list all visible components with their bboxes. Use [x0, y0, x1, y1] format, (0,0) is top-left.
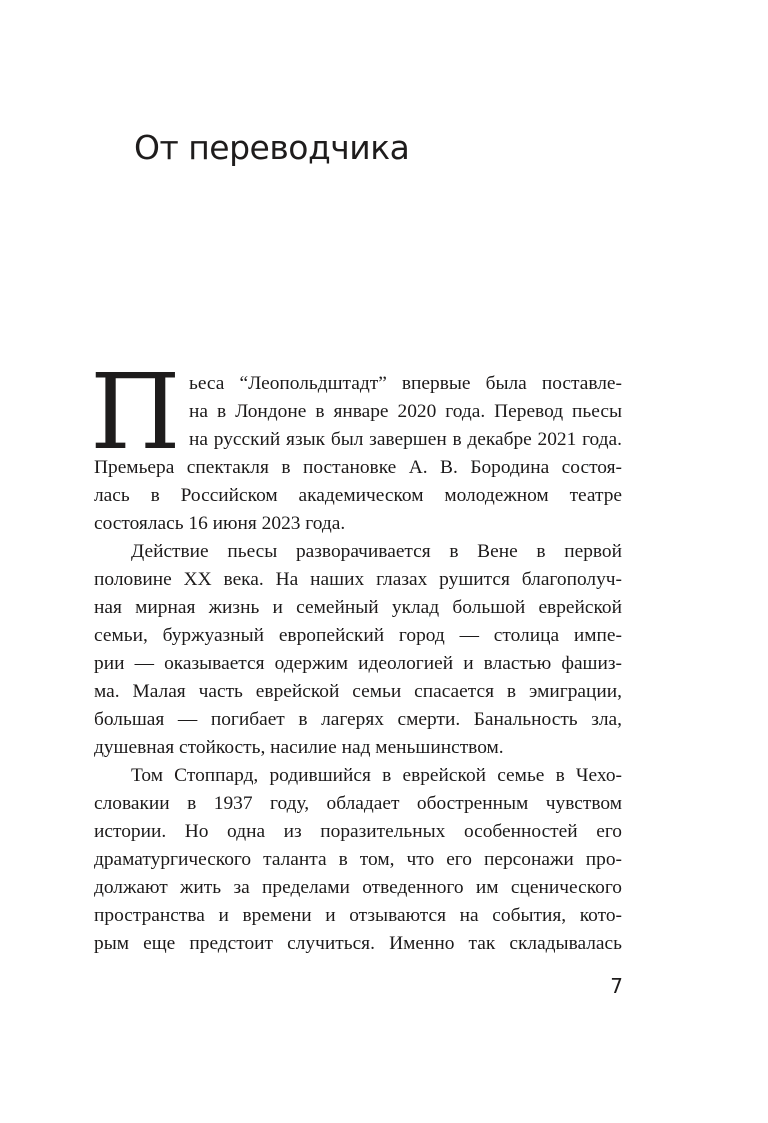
- text-line: ная мирная жизнь и семейный уклад большой еврейской: [94, 597, 622, 618]
- chapter-heading: От переводчика: [134, 128, 410, 167]
- text-line: истории. Но одна из поразительных особенностей его: [94, 821, 622, 842]
- text-line: Действие пьесы разворачивается в Вене в первой: [131, 541, 622, 562]
- text-line: семьи, буржуазный европейский город — столица импе-: [94, 625, 622, 646]
- text-line: Премьера спектакля в постановке А. В. Бородина состоя-: [94, 457, 622, 478]
- text-line: большая — погибает в лагерях смерти. Банальность зла,: [94, 709, 622, 730]
- text-line: душевная стойкость, насилие над меньшинством.: [94, 737, 504, 758]
- text-line: рым еще предстоит случиться. Именно так складывалась: [94, 933, 622, 954]
- text-line: половине XX века. На наших глазах рушится благополуч-: [94, 569, 622, 590]
- text-line: на в Лондоне в январе 2020 года. Перевод пьесы: [189, 401, 622, 422]
- text-line: состоялась 16 июня 2023 года.: [94, 513, 346, 534]
- text-line: драматургического таланта в том, что его персонажи про-: [94, 849, 622, 870]
- drop-cap-letter: П: [90, 351, 181, 473]
- text-line: лась в Российском академическом молодежном театре: [94, 485, 622, 506]
- text-line: пространства и времени и отзываются на события, кото-: [94, 905, 622, 926]
- text-line: рии — оказывается одержим идеологией и властью фашиз-: [94, 653, 622, 674]
- text-line: ьеса “Леопольдштадт” впервые была поставле-: [189, 373, 622, 394]
- page-number: 7: [610, 974, 623, 998]
- text-line: словакии в 1937 году, обладает обостренным чувством: [94, 793, 622, 814]
- text-line: ма. Малая часть еврейской семьи спасается в эмиграции,: [94, 681, 622, 702]
- text-line: на русский язык был завершен в декабре 2021 года.: [189, 429, 622, 450]
- text-line: Том Стоппард, родившийся в еврейской семье в Чехо-: [131, 765, 622, 786]
- text-line: должают жить за пределами отведенного им сценического: [94, 877, 622, 898]
